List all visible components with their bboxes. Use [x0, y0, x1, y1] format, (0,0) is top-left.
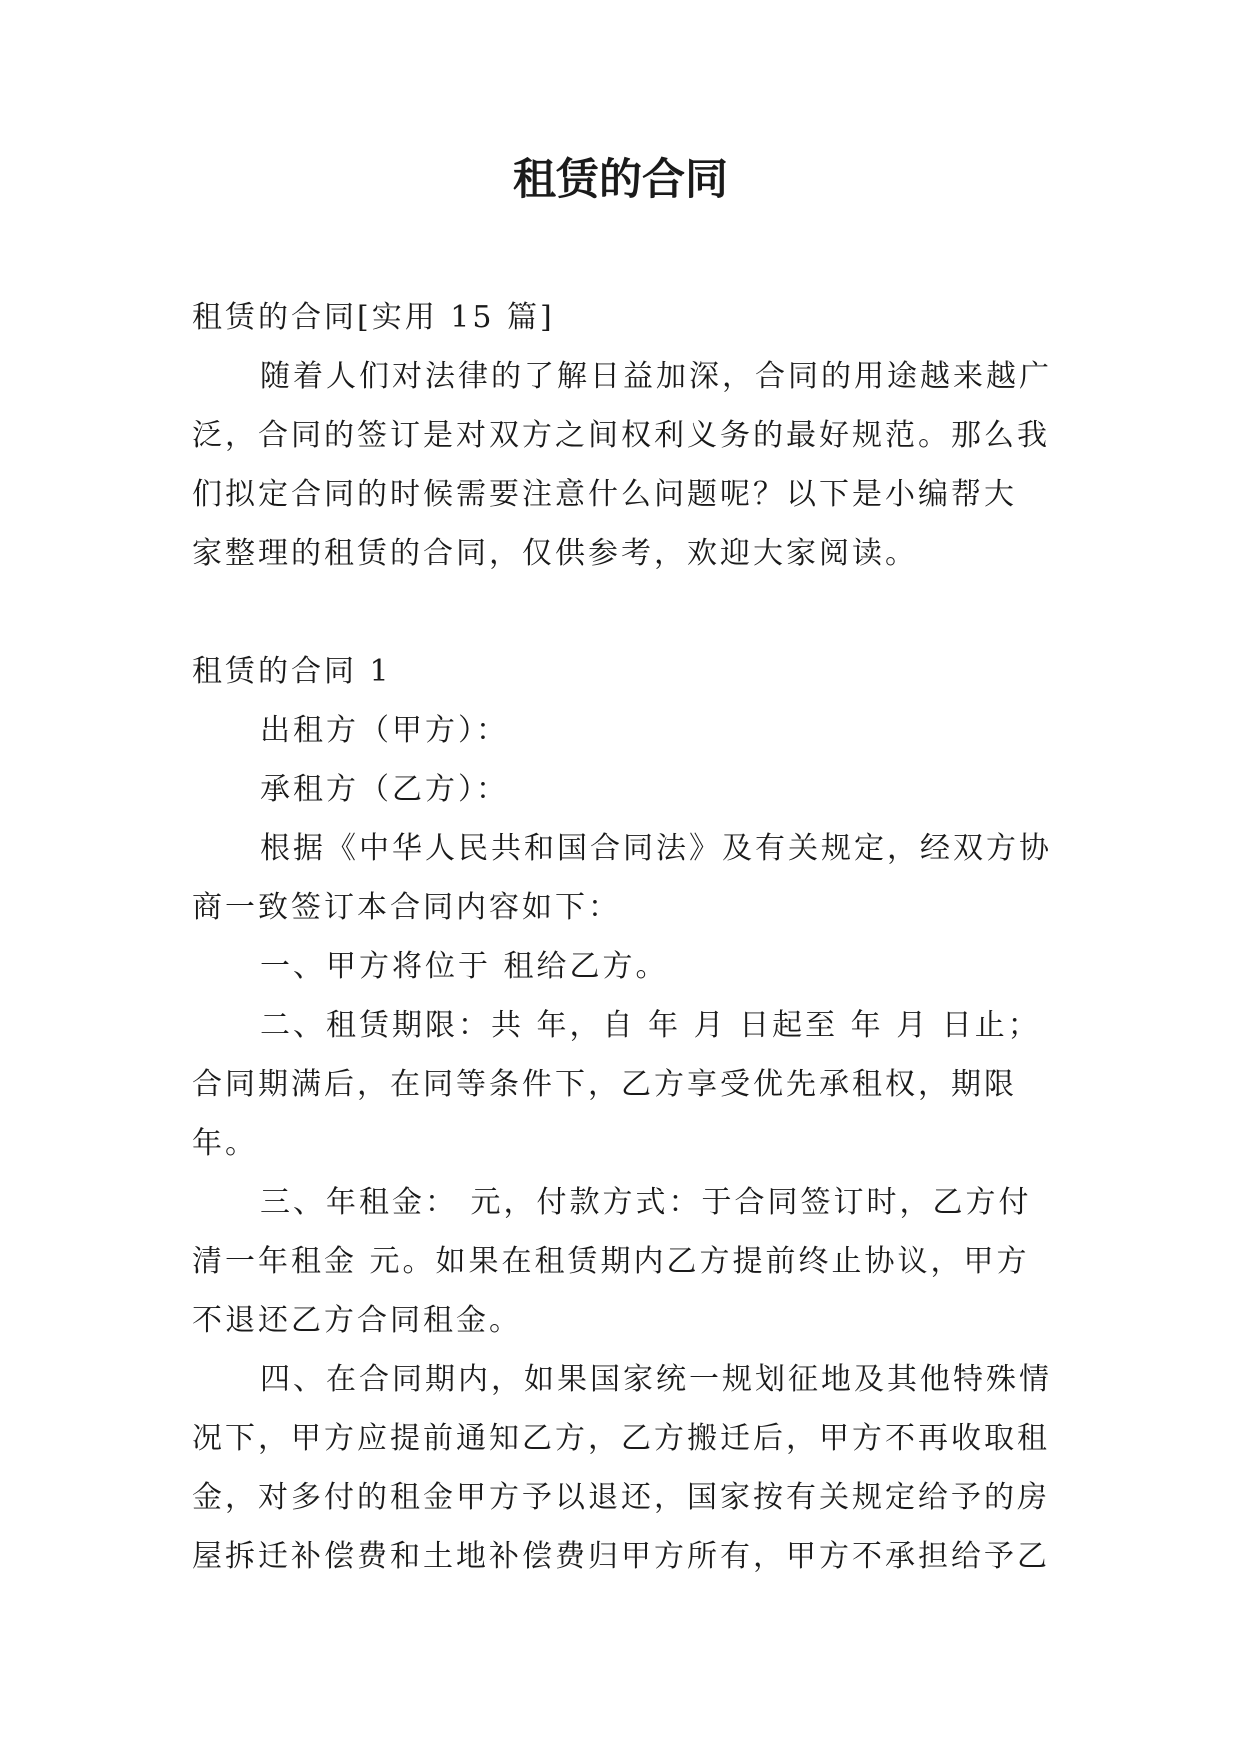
- party-b-line: 承租方（乙方）：: [260, 772, 509, 807]
- intro-line: 随着人们对法律的了解日益加深，合同的用途越来越广: [260, 359, 1052, 394]
- document-subtitle: 租赁的合同[实用 15 篇]: [192, 300, 555, 335]
- clause-3-line: 不退还乙方合同租金。: [192, 1303, 522, 1338]
- clause-2-line: 年。: [192, 1126, 258, 1161]
- clause-2-line: 二、租赁期限：共 年，自 年 月 日起至 年 月 日止；: [260, 1008, 1041, 1043]
- party-a-line: 出租方（甲方）：: [260, 713, 509, 748]
- intro-line: 泛，合同的签订是对双方之间权利义务的最好规范。那么我: [192, 418, 1050, 453]
- basis-line: 商一致签订本合同内容如下：: [192, 890, 621, 925]
- clause-4-line: 况下，甲方应提前通知乙方，乙方搬迁后，甲方不再收取租: [192, 1421, 1050, 1456]
- intro-line: 家整理的租赁的合同，仅供参考，欢迎大家阅读。: [192, 536, 918, 571]
- paragraph-spacer: [192, 583, 1054, 642]
- clause-4-line: 四、在合同期内，如果国家统一规划征地及其他特殊情: [260, 1362, 1052, 1397]
- document-title: 租赁的合同: [513, 155, 728, 205]
- clause-3-line: 清一年租金 元。如果在租赁期内乙方提前终止协议，甲方: [192, 1244, 1030, 1279]
- clause-2-line: 合同期满后，在同等条件下，乙方享受优先承租权，期限: [192, 1067, 1017, 1102]
- section-heading: 租赁的合同 1: [192, 654, 392, 689]
- document-body: [192, 288, 1054, 1586]
- clause-4-line: 屋拆迁补偿费和土地补偿费归甲方所有，甲方不承担给予乙: [192, 1539, 1050, 1574]
- intro-line: 们拟定合同的时候需要注意什么问题呢？以下是小编帮大: [192, 477, 1017, 512]
- clause-3-line: 三、年租金： 元，付款方式：于合同签订时，乙方付: [260, 1185, 1032, 1220]
- basis-line: 根据《中华人民共和国合同法》及有关规定，经双方协: [260, 831, 1052, 866]
- clause-4-line: 金，对多付的租金甲方予以退还，国家按有关规定给予的房: [192, 1480, 1050, 1515]
- clause-1-line: 一、甲方将位于 租给乙方。: [260, 949, 669, 984]
